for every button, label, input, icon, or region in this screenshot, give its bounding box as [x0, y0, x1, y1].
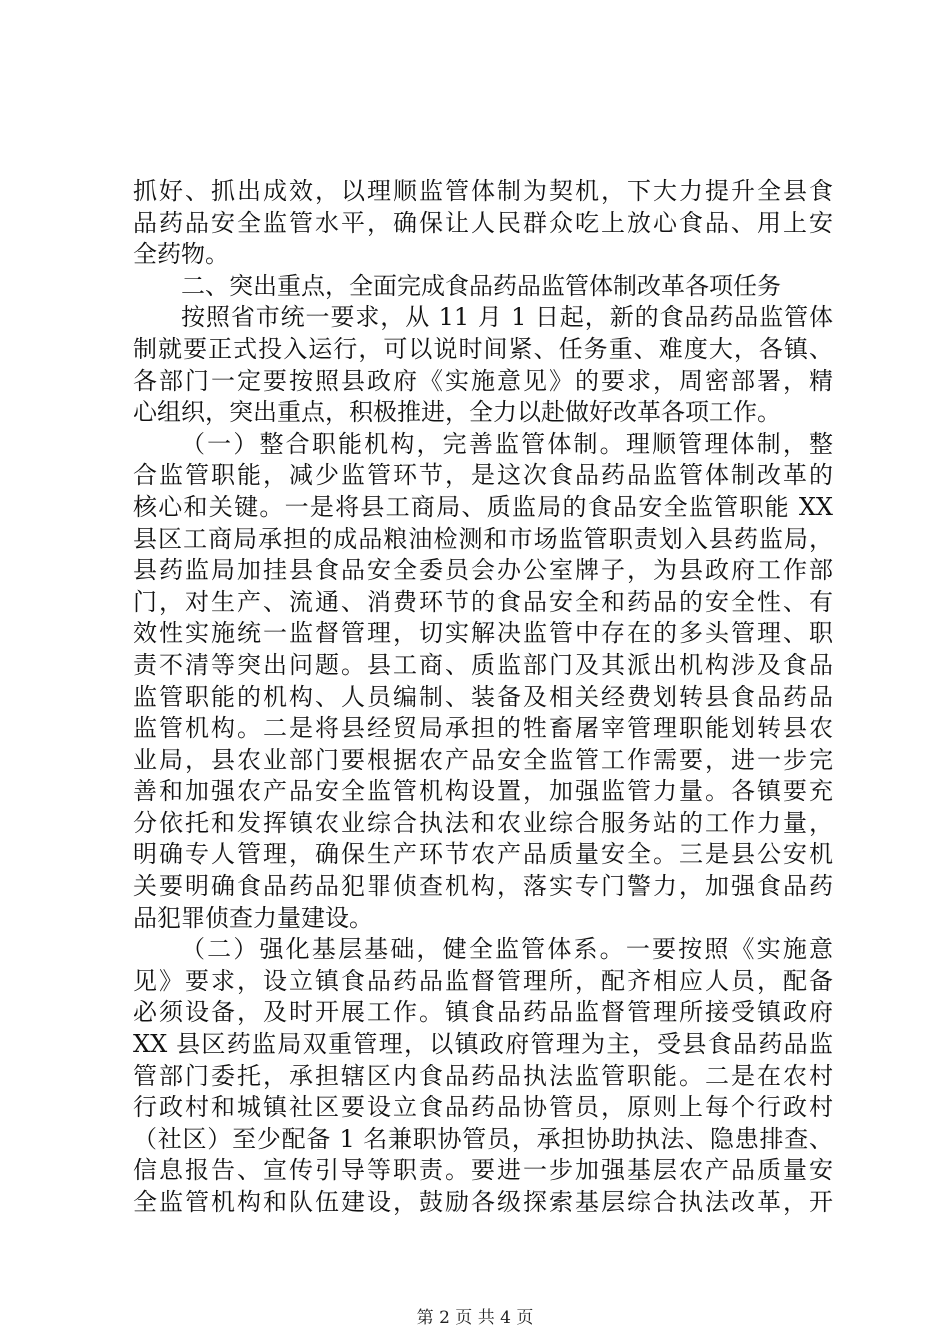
text-line: 善和加强农产品安全监管机构设置，加强监管力量。各镇要充 — [133, 777, 833, 806]
text-line: 县区工商局承担的成品粮油检测和市场监管职责划入县药监局， — [133, 524, 833, 553]
text-line: 责不清等突出问题。县工商、质监部门及其派出机构涉及食品 — [133, 650, 833, 679]
text-line: 效性实施统一监督管理，切实解决监管中存在的多头管理、职 — [133, 619, 833, 648]
text-line: 监管职能的机构、人员编制、装备及相关经费划转县食品药品 — [133, 682, 833, 711]
text-line: 各部门一定要按照县政府《实施意见》的要求，周密部署，精 — [133, 366, 833, 395]
text-line: （社区）至少配备 1 名兼职协管员，承担协助执法、隐患排查、 — [133, 1124, 833, 1153]
text-line: 信息报告、宣传引导等职责。要进一步加强基层农产品质量安 — [133, 1156, 833, 1185]
text-line: 品药品安全监管水平，确保让人民群众吃上放心食品、用上安 — [133, 208, 833, 237]
text-line: 业局，县农业部门要根据农产品安全监管工作需要，进一步完 — [133, 745, 833, 774]
text-line: 必须设备，及时开展工作。镇食品药品监督管理所接受镇政府 — [133, 998, 833, 1027]
text-line: 明确专人管理，确保生产环节农产品质量安全。三是县公安机 — [133, 840, 833, 869]
text-line: 监管机构。二是将县经贸局承担的牲畜屠宰管理职能划转县农 — [133, 714, 833, 743]
text-line: 按照省市统一要求，从 11 月 1 日起，新的食品药品监管体 — [181, 303, 833, 332]
document-body — [133, 176, 833, 1219]
page-footer: 第 2 页 共 4 页 — [416, 1308, 534, 1328]
text-line: 全药物。 — [133, 240, 229, 269]
text-line: XX 县区药监局双重管理，以镇政府管理为主，受县食品药品监 — [133, 1030, 833, 1059]
text-line: 全监管机构和队伍建设，鼓励各级探索基层综合执法改革，开 — [133, 1188, 833, 1216]
text-line: 见》要求，设立镇食品药品监督管理所，配齐相应人员，配备 — [133, 966, 833, 995]
text-line: 制就要正式投入运行，可以说时间紧、任务重、难度大，各镇、 — [133, 334, 833, 363]
text-line: （一）整合职能机构，完善监管体制。理顺管理体制，整 — [181, 429, 833, 458]
text-line: 门，对生产、流通、消费环节的食品安全和药品的安全性、有 — [133, 587, 833, 616]
text-line: 合监管职能，减少监管环节，是这次食品药品监管体制改革的 — [133, 461, 833, 490]
text-line: 分依托和发挥镇农业综合执法和农业综合服务站的工作力量， — [133, 808, 833, 837]
text-line: 关要明确食品药品犯罪侦查机构，落实专门警力，加强食品药 — [133, 872, 833, 901]
text-line: 县药监局加挂县食品安全委员会办公室牌子，为县政府工作部 — [133, 556, 833, 585]
text-line: （二）强化基层基础，健全监管体系。一要按照《实施意 — [181, 935, 833, 964]
text-line: 心组织，突出重点，积极推进，全力以赴做好改革各项工作。 — [133, 398, 781, 427]
text-line: 二、突出重点，全面完成食品药品监管体制改革各项任务 — [181, 271, 781, 300]
text-line: 核心和关键。一是将县工商局、质监局的食品安全监管职能 XX — [133, 492, 833, 521]
text-line: 抓好、抓出成效，以理顺监管体制为契机，下大力提升全县食 — [133, 177, 833, 205]
text-line: 管部门委托，承担辖区内食品药品执法监管职能。二是在农村 — [133, 1061, 833, 1090]
text-line: 行政村和城镇社区要设立食品药品协管员，原则上每个行政村 — [133, 1093, 833, 1122]
text-line: 品犯罪侦查力量建设。 — [133, 903, 373, 932]
